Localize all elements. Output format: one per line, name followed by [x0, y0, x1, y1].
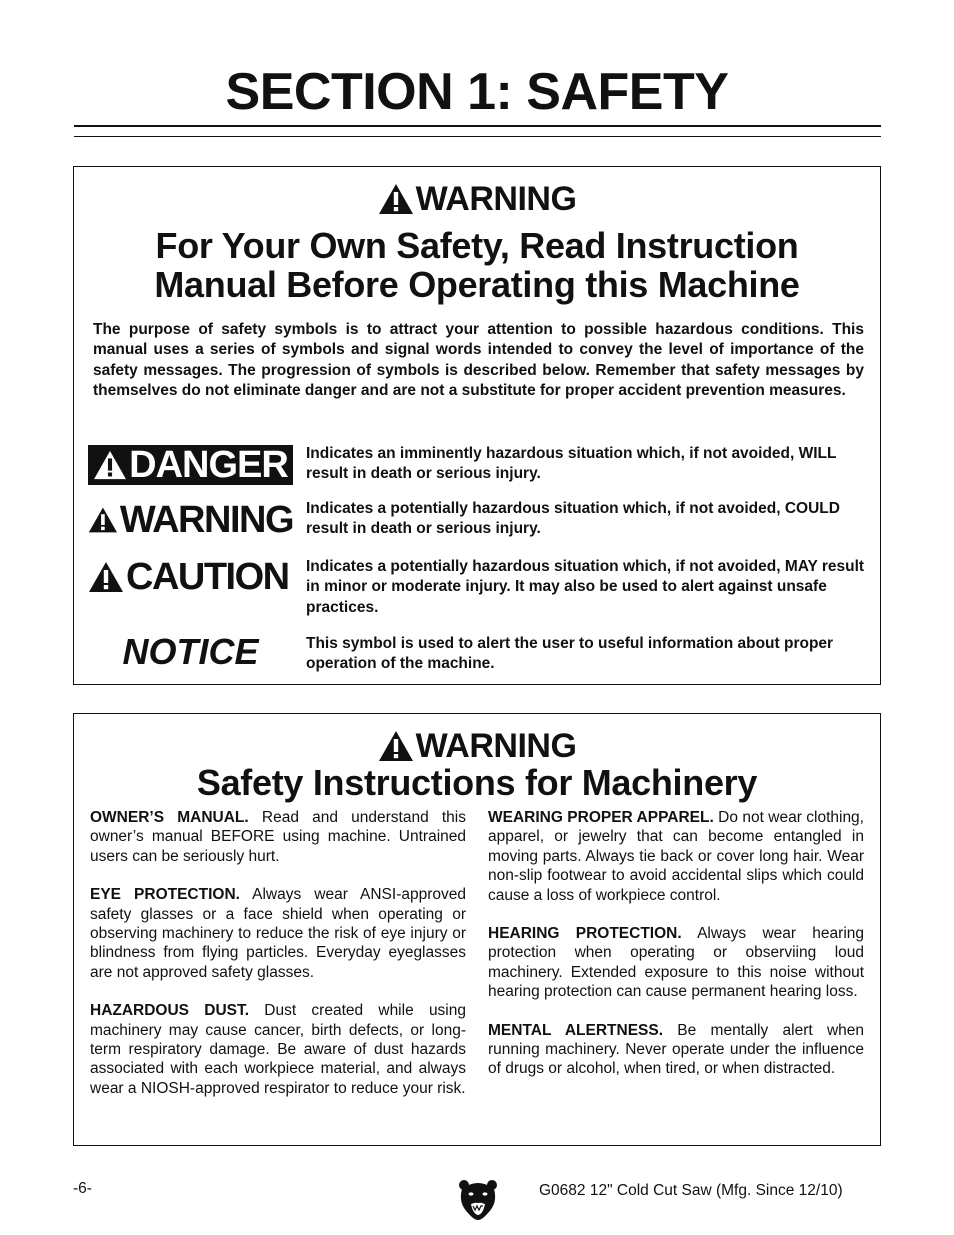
- instruction-body: Dust created while using machinery may cause cancer, birth defects, or long-term respiratory damage. Be aware of dust hazards associated with each workpiece material, and always wear a NIOSH-approved respirator to reduce your risk.: [90, 1002, 466, 1097]
- instruction-title: EYE PROTECTION.: [90, 886, 240, 904]
- danger-label-text: DANGER: [129, 443, 288, 486]
- safety-intro-paragraph: The purpose of safety symbols is to attract your attention to possible hazardous conditions. This manual uses a series of symbols and signal words intended to convey the level of importance of the safety messages. The progression of symbols is described below. Remember that safety messages by themselves do not eliminate danger and are not a substitute for proper accident prevention measures.: [93, 321, 864, 400]
- warning-triangle-icon: [88, 504, 118, 536]
- warning-triangle-icon: [378, 183, 414, 215]
- warning-triangle-icon: [93, 450, 127, 480]
- instruction-title: HAZARDOUS DUST.: [90, 1002, 250, 1020]
- warning-triangle-icon: [378, 730, 414, 762]
- instructions-left-column: [90, 808, 466, 1117]
- instruction-title: WEARING PROPER APPAREL.: [488, 809, 714, 826]
- instruction-hearing-protection: [488, 924, 864, 1002]
- box1-headline: [73, 226, 881, 304]
- caution-description: Indicates a potentially hazardous situation which, if not avoided, MAY result in minor or moderate injury. It may also be used to alert against unsafe practices.: [306, 558, 865, 616]
- box1-warning-heading: [73, 181, 881, 217]
- instruction-title: OWNER’S MANUAL.: [90, 809, 249, 826]
- title-rule-bottom: [74, 136, 881, 137]
- box1-signal-word: WARNING: [415, 180, 577, 218]
- instruction-body: Always wear ANSI-approved safety glasses or a face shield when operating or observing machinery to reduce the risk of eye injury or blindness from flying particles. Everyday eyeglasses are not approved safety glasses.: [90, 886, 466, 981]
- title-rule-top: [74, 125, 881, 127]
- notice-description: This symbol is used to alert the user to useful information about proper operation of the machine.: [306, 635, 834, 673]
- caution-label: [88, 557, 293, 597]
- instruction-hazardous-dust: [90, 1001, 466, 1098]
- instruction-title: MENTAL ALERTNESS.: [488, 1021, 664, 1039]
- instruction-owners-manual: [90, 808, 466, 866]
- instruction-mental-alertness: [488, 1021, 864, 1079]
- instruction-proper-apparel: [488, 808, 864, 905]
- danger-description: Indicates an imminently hazardous situation which, if not avoided, WILL result in death or serious injury.: [306, 445, 837, 483]
- warning-label: [88, 500, 293, 540]
- instructions-right-column: [488, 808, 864, 1098]
- notice-label: NOTICE: [122, 631, 259, 672]
- box2-warning-heading: [73, 728, 881, 764]
- warning-description: Indicates a potentially hazardous situation which, if not avoided, COULD result in death or serious injury.: [306, 500, 840, 538]
- instruction-title: HEARING PROTECTION.: [488, 925, 682, 943]
- box2-signal-word: WARNING: [415, 727, 577, 765]
- danger-label: [88, 445, 293, 485]
- caution-label-text: CAUTION: [126, 555, 289, 598]
- instruction-eye-protection: [90, 885, 466, 982]
- instruction-body: Always wear hearing protection when operating or observiing loud machinery. Extended exposure to this noise without hearing protection can cause permanent hearing loss.: [488, 925, 865, 1001]
- instruction-body: Do not wear clothing, apparel, or jewelry that can become entangled in moving parts. Always tie back or cover long hair. Wear non-slip footwear to avoid accidental slips which could cause a loss of workpiece control.: [488, 809, 864, 904]
- section-title: SECTION 1: SAFETY: [225, 63, 729, 121]
- box1-headline-line1: For Your Own Safety, Read Instruction: [155, 225, 799, 266]
- instruction-body: Be mentally alert when running machinery. Never operate under the influence of drugs or alcohol, when tired, or when distracted.: [488, 1021, 865, 1078]
- warning-triangle-icon: [88, 561, 124, 593]
- box2-headline: Safety Instructions for Machinery: [196, 762, 758, 803]
- instruction-body: Read and understand this owner’s manual BEFORE using machine. Untrained users can be seriously hurt.: [90, 809, 467, 865]
- model-info: G0682 12" Cold Cut Saw (Mfg. Since 12/10): [539, 1182, 843, 1199]
- page-number: -6-: [73, 1180, 92, 1197]
- warning-label-text: WARNING: [119, 498, 293, 541]
- box1-headline-line2: Manual Before Operating this Machine: [154, 264, 800, 305]
- bear-head-icon: [458, 1177, 498, 1226]
